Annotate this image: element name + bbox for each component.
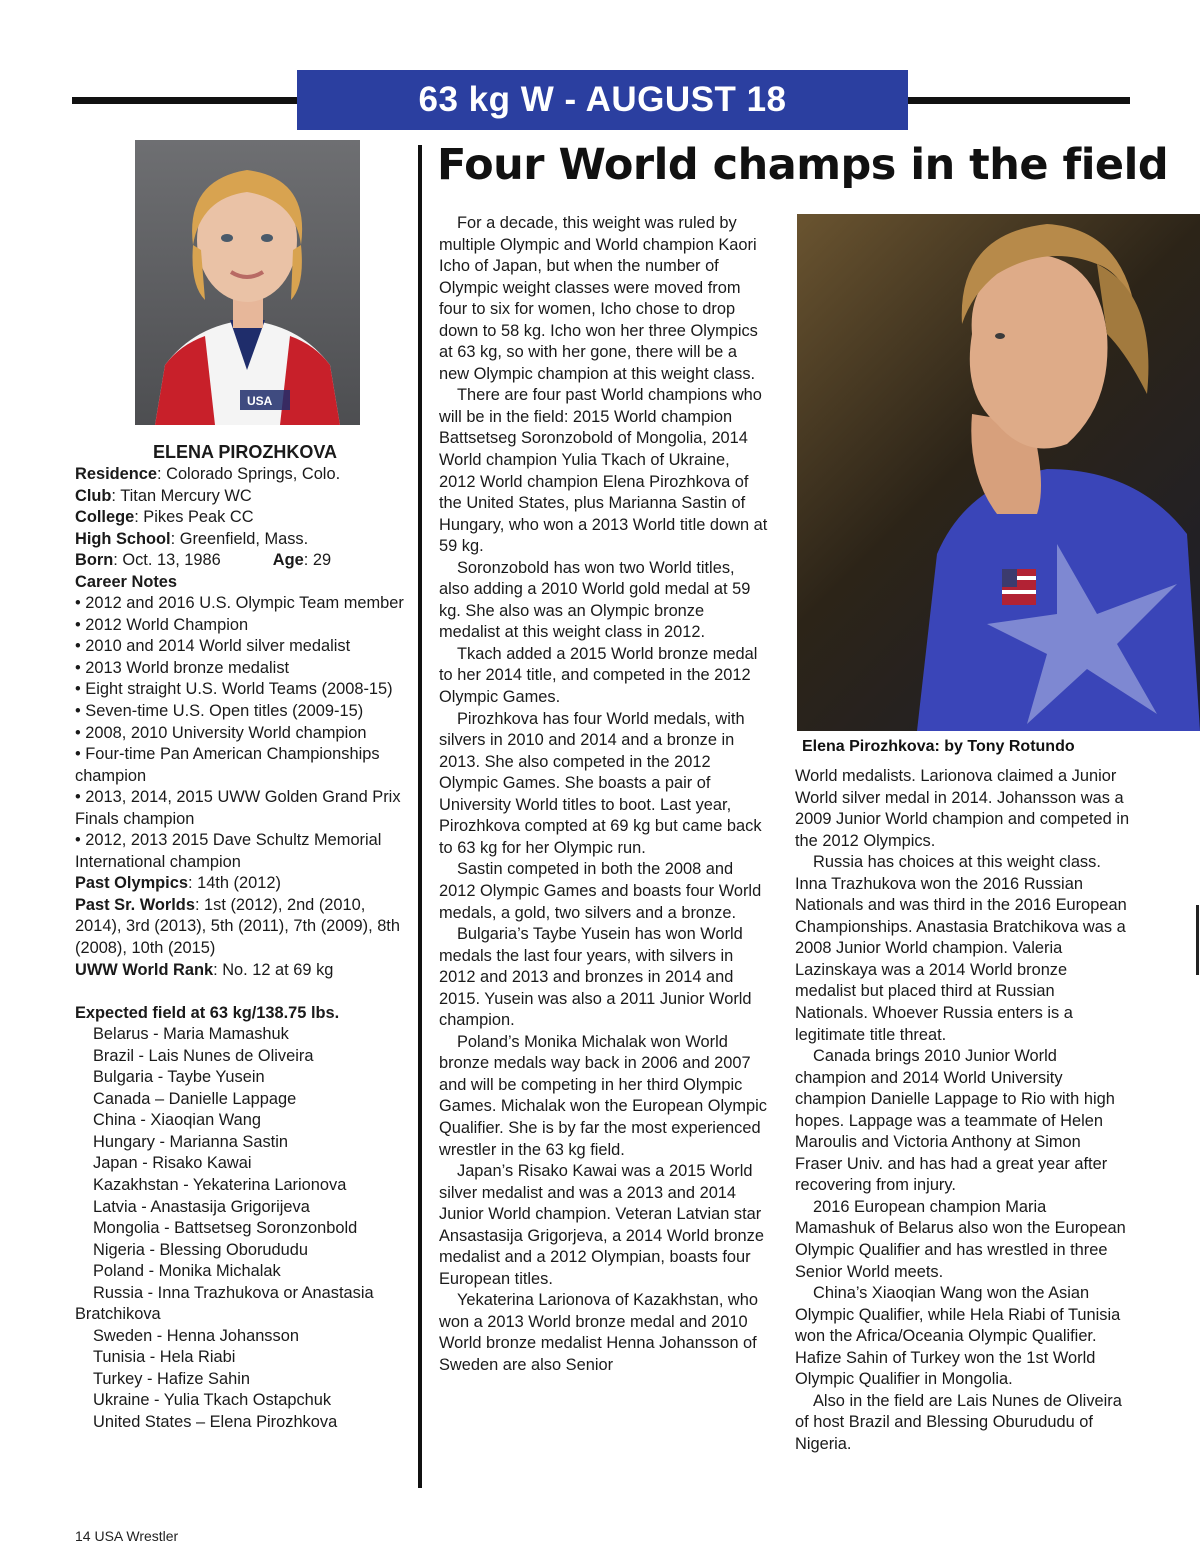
field-entry: Kazakhstan - Yekaterina Larionova (93, 1176, 347, 1194)
career-note: • 2012 World Champion (75, 615, 249, 634)
headshot-photo (135, 140, 360, 425)
action-photo (797, 214, 1200, 731)
weight-class-banner (297, 70, 908, 130)
page-footer: 14 USA Wrestler (75, 1528, 179, 1544)
field-entry: Mongolia - Battsetseg Soronzonbold (93, 1219, 358, 1238)
article-paragraph: Sastin competed in both the 2008 and 2012 Olympic Games and boasts four World medals, a gold, two silvers and a bronze. (439, 860, 762, 922)
field-entry: Bulgaria - Taybe Yusein (93, 1068, 265, 1087)
bio-column (75, 440, 415, 1434)
article-paragraph: Pirozhkova has four World medals, with silvers in 2010 and 2014 and a bronze in 2013. She also competed in the 2012 Olympic Games. She boasts a pair of University World titles to boot. Last year, Pirozhkova compted at 69 kg but came back to 63 kg for her Olympic run. (439, 709, 762, 857)
field-entry: Russia - Inna Trazhukova or Anastasia Bratchikova (75, 1283, 374, 1324)
banner-rule-left (72, 97, 298, 104)
article-paragraph: Canada brings 2010 Junior World champion and 2014 World University champion Danielle Lappage to Rio with high hopes. Lappage was a teammate of Helen Maroulis and Victoria Anthony at Simon Fraser Univ. and has had a great year after recovering from injury. (795, 1047, 1115, 1195)
career-note: • 2012, 2013 2015 Dave Schultz Memorial International champion (75, 831, 382, 871)
page-edge-mark (1196, 905, 1199, 975)
career-note: • 2008, 2010 University World champion (75, 723, 367, 742)
field-entry: Japan - Risako Kawai (93, 1154, 252, 1173)
bio-past-olympics: Past Olympics: 14th (2012) (75, 874, 281, 893)
career-note: • 2013 World bronze medalist (75, 658, 290, 677)
career-note: • Seven-time U.S. Open titles (2009-15) (75, 702, 364, 721)
article-paragraph: Japan’s Risako Kawai was a 2015 World silver medalist and was a 2013 and 2014 Junior World champion. Veteran Latvian star Ansastasija Grigorjeva, a 2014 World bronze medalist and a 2012 Olympian, boasts four European titles. (439, 1162, 764, 1288)
bio-high-school: High School: Greenfield, Mass. (75, 529, 309, 548)
svg-text:USA: USA (247, 394, 273, 408)
bio-residence: Residence: Colorado Springs, Colo. (75, 465, 341, 483)
field-entry: Latvia - Anastasija Grigorijeva (93, 1197, 310, 1216)
bio-club: Club: Titan Mercury WC (75, 486, 252, 505)
banner-title: 63 kg W - AUGUST 18 (418, 80, 787, 119)
bio-born-age: Born: Oct. 13, 1986 Age: 29 (75, 551, 332, 570)
photo-caption: Elena Pirozhkova: by Tony Rotundo (802, 738, 1075, 755)
career-note: • 2013, 2014, 2015 UWW Golden Grand Prix Finals champion (75, 788, 401, 828)
field-entry: Ukraine - Yulia Tkach Ostapchuk (93, 1391, 332, 1410)
bio-world-rank: UWW World Rank: No. 12 at 69 kg (75, 960, 334, 979)
field-entry: China - Xiaoqian Wang (93, 1111, 261, 1130)
article-headline: Four World champs in the field (437, 140, 1169, 190)
banner-rule-right (908, 97, 1130, 104)
article-paragraph: Yekaterina Larionova of Kazakhstan, who won a 2013 World bronze medal and 2010 World bronze medalist Henna Johansson of Sweden are also Senior (439, 1291, 759, 1374)
article-paragraph: Poland’s Monika Michalak won World bronze medals way back in 2006 and 2007 and will be competing in her third Olympic Games. Michalak won the European Olympic Qualifier. She is by far the most experienced wrestler in the 63 kg field. (439, 1032, 767, 1159)
article-paragraph: For a decade, this weight was ruled by multiple Olympic and World champion Kaori Icho of Japan, but when the number of Olympic weight classes were moved from four to six for women, Icho chose to drop down to 58 kg. Icho won her three Olympics at 63 kg, so with her gone, there will be a new Olympic champion at this weight class. (439, 214, 758, 383)
field-entry: Nigeria - Blessing Oborududu (93, 1240, 309, 1259)
career-notes-label: Career Notes (75, 572, 178, 591)
career-note: • 2010 and 2014 World silver medalist (75, 637, 351, 656)
field-entry: Sweden - Henna Johansson (93, 1326, 299, 1345)
field-entry: Hungary - Marianna Sastin (93, 1132, 288, 1151)
field-entry: Turkey - Hafize Sahin (93, 1369, 250, 1388)
athlete-name: ELENA PIROZHKOVA (152, 442, 337, 462)
expected-field-heading: Expected field at 63 kg/138.75 lbs. (75, 1003, 340, 1022)
article-paragraph: Soronzobold has won two World titles, also adding a 2010 World gold medal at 59 kg. She also was an Olympic bronze medalist at this weight class in 2012. (439, 558, 751, 642)
article-paragraph: There are four past World champions who will be in the field: 2015 World champion Battsetseg Soronzobold of Mongolia, 2014 World champion Yulia Tkach of Ukraine, 2012 World champion Elena Pirozhkova of the United States, plus Marianna Sastin of Hungary, who won a 2013 World title down at 59 kg. (439, 386, 768, 556)
field-entry: Canada – Danielle Lappage (93, 1089, 297, 1108)
article-paragraph: Bulgaria’s Taybe Yusein has won World medals the last four years, with silvers in 2012 and 2013 and bronzes in 2014 and 2015. Yusein was also a 2011 Junior World champion. (439, 925, 752, 1030)
field-entry: Belarus - Maria Mamashuk (93, 1025, 289, 1044)
field-entry: United States – Elena Pirozhkova (93, 1413, 338, 1432)
article-paragraph: Russia has choices at this weight class. Inna Trazhukova won the 2016 Russian Nationals and was third in the 2016 European Championships. Anastasia Bratchikova was a 2008 Junior World champion. Valeria Lazinskaya was a 2014 World bronze medalist but placed third at Russian Nationals. Whoever Russia enters is a legitimate title threat. (795, 853, 1127, 1044)
field-entry: Tunisia - Hela Riabi (93, 1348, 236, 1367)
article-paragraph: 2016 European champion Maria Mamashuk of Belarus also won the European Olympic Qualifier and has wrestled in three Senior World meets. (795, 1197, 1126, 1281)
article-column-2 (795, 766, 1130, 1456)
career-note: • Four-time Pan American Championships champion (75, 745, 380, 785)
bio-past-worlds: Past Sr. Worlds: 1st (2012), 2nd (2010, 2014), 3rd (2013), 5th (2011), 7th (2009), 8th (2008), 10th (2015) (75, 895, 400, 958)
bio-college: College: Pikes Peak CC (75, 508, 254, 527)
career-note: • 2012 and 2016 U.S. Olympic Team member (75, 594, 404, 613)
article-paragraph: China’s Xiaoqian Wang won the Asian Olympic Qualifier, while Hela Riabi of Tunisia won the Africa/Oceania Olympic Qualifier. Hafize Sahin of Turkey won the 1st World Olympic Qualifier in Mongolia. (795, 1284, 1121, 1389)
field-entry: Brazil - Lais Nunes de Oliveira (93, 1046, 314, 1065)
article-paragraph-continued: World medalists. Larionova claimed a Junior World silver medal in 2014. Johansson was a 2009 Junior World champion and competed in the 2012 Olympics. (795, 767, 1130, 850)
field-entry: Poland - Monika Michalak (93, 1262, 281, 1281)
article-column-1 (439, 213, 769, 1377)
article-paragraph: Tkach added a 2015 World bronze medal to her 2014 title, and competed in the 2012 Olympic Games. (439, 644, 758, 707)
article-paragraph: Also in the field are Lais Nunes de Oliveira of host Brazil and Blessing Oburududu of Nigeria. (795, 1391, 1122, 1453)
column-divider (418, 145, 422, 1488)
career-note: • Eight straight U.S. World Teams (2008-15) (75, 680, 393, 699)
